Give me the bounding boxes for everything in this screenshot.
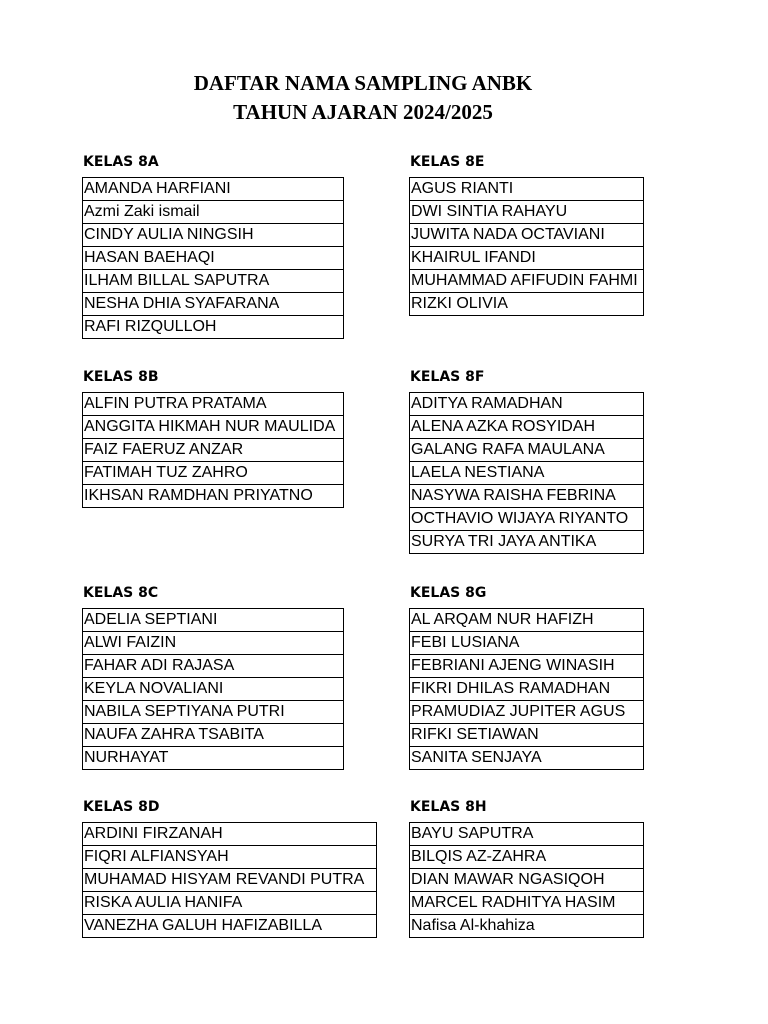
table-row <box>83 747 344 770</box>
student-name: JUWITA NADA OCTAVIANI <box>410 224 644 247</box>
student-name: PRAMUDIAZ JUPITER AGUS <box>410 701 644 724</box>
student-name: LAELA NESTIANA <box>410 462 644 485</box>
document-subtitle: TAHUN AJARAN 2024/2025 <box>233 100 493 124</box>
table-row <box>410 915 644 938</box>
student-name: OCTHAVIO WIJAYA RIYANTO <box>410 508 644 531</box>
table-row <box>410 293 644 316</box>
table-row <box>410 678 644 701</box>
table-row <box>83 655 344 678</box>
table-row <box>83 632 344 655</box>
table-row <box>410 632 644 655</box>
table-row <box>83 724 344 747</box>
class-heading: KELAS 8G <box>410 585 487 601</box>
student-name: ADELIA SEPTIANI <box>83 609 344 632</box>
student-name: ALWI FAIZIN <box>83 632 344 655</box>
table-row <box>410 869 644 892</box>
table-row <box>410 846 644 869</box>
table-row <box>410 393 644 416</box>
class-heading: KELAS 8B <box>83 369 159 385</box>
table-row <box>83 439 344 462</box>
table-row <box>410 609 644 632</box>
table-row <box>410 724 644 747</box>
table-row <box>410 701 644 724</box>
student-name: DIAN MAWAR NGASIQOH <box>410 869 644 892</box>
student-table <box>409 177 644 316</box>
student-table <box>409 392 644 554</box>
student-name: ILHAM BILLAL SAPUTRA <box>83 270 344 293</box>
table-row <box>83 823 377 846</box>
class-heading: KELAS 8H <box>410 799 487 815</box>
student-name: ALENA AZKA ROSYIDAH <box>410 416 644 439</box>
class-block-8h <box>409 798 644 938</box>
student-name: AMANDA HARFIANI <box>83 178 344 201</box>
table-row <box>83 393 344 416</box>
class-block-8d <box>82 798 377 938</box>
student-name: FAHAR ADI RAJASA <box>83 655 344 678</box>
table-row <box>83 892 377 915</box>
student-name: RIZKI OLIVIA <box>410 293 644 316</box>
student-name: FAIZ FAERUZ ANZAR <box>83 439 344 462</box>
table-row <box>83 869 377 892</box>
table-row <box>83 462 344 485</box>
student-name: BILQIS AZ-ZAHRA <box>410 846 644 869</box>
class-heading: KELAS 8F <box>410 369 485 385</box>
table-row <box>410 178 644 201</box>
student-table <box>82 177 344 339</box>
table-row <box>410 823 644 846</box>
student-name: ARDINI FIRZANAH <box>83 823 377 846</box>
table-row <box>410 439 644 462</box>
table-row <box>83 178 344 201</box>
student-name: KEYLA NOVALIANI <box>83 678 344 701</box>
table-row <box>410 416 644 439</box>
table-row <box>410 485 644 508</box>
table-row <box>83 485 344 508</box>
table-row <box>83 701 344 724</box>
table-row <box>83 293 344 316</box>
table-row <box>83 846 377 869</box>
table-row <box>83 678 344 701</box>
document-title: DAFTAR NAMA SAMPLING ANBK <box>193 71 533 95</box>
student-name: RIFKI SETIAWAN <box>410 724 644 747</box>
student-name: GALANG RAFA MAULANA <box>410 439 644 462</box>
class-block-8c <box>82 584 344 770</box>
student-name: NESHA DHIA SYAFARANA <box>83 293 344 316</box>
table-row <box>410 201 644 224</box>
student-name: RAFI RIZQULLOH <box>83 316 344 339</box>
class-block-8g <box>409 584 644 770</box>
student-name: FEBRIANI AJENG WINASIH <box>410 655 644 678</box>
student-name: IKHSAN RAMDHAN PRIYATNO <box>83 485 344 508</box>
student-name: KHAIRUL IFANDI <box>410 247 644 270</box>
student-table <box>82 608 344 770</box>
table-row <box>83 316 344 339</box>
class-heading: KELAS 8A <box>83 154 159 170</box>
table-row <box>410 247 644 270</box>
student-name: MUHAMAD HISYAM REVANDI PUTRA <box>83 869 377 892</box>
table-row <box>83 609 344 632</box>
student-name: SURYA TRI JAYA ANTIKA <box>410 531 644 554</box>
student-name: AGUS RIANTI <box>410 178 644 201</box>
student-name: FATIMAH TUZ ZAHRO <box>83 462 344 485</box>
student-table <box>409 822 644 938</box>
student-name: FIQRI ALFIANSYAH <box>83 846 377 869</box>
table-row <box>410 224 644 247</box>
class-block-8e <box>409 153 644 316</box>
class-heading: KELAS 8C <box>83 585 159 601</box>
table-row <box>83 247 344 270</box>
class-block-8b <box>82 368 344 508</box>
student-name: HASAN BAEHAQI <box>83 247 344 270</box>
student-name: ADITYA RAMADHAN <box>410 393 644 416</box>
student-name: SANITA SENJAYA <box>410 747 644 770</box>
table-row <box>83 915 377 938</box>
student-name: BAYU SAPUTRA <box>410 823 644 846</box>
student-name: MUHAMMAD AFIFUDIN FAHMI <box>410 270 644 293</box>
student-name: CINDY AULIA NINGSIH <box>83 224 344 247</box>
student-name: FIKRI DHILAS RAMADHAN <box>410 678 644 701</box>
student-table <box>82 392 344 508</box>
student-name: NASYWA RAISHA FEBRINA <box>410 485 644 508</box>
table-row <box>410 892 644 915</box>
student-name: NAUFA ZAHRA TSABITA <box>83 724 344 747</box>
student-name: Nafisa Al-khahiza <box>410 915 644 938</box>
table-row <box>83 224 344 247</box>
student-name: NURHAYAT <box>83 747 344 770</box>
student-name: VANEZHA GALUH HAFIZABILLA <box>83 915 377 938</box>
student-name: DWI SINTIA RAHAYU <box>410 201 644 224</box>
table-row <box>83 270 344 293</box>
student-table <box>82 822 377 938</box>
student-name: ANGGITA HIKMAH NUR MAULIDA <box>83 416 344 439</box>
table-row <box>83 416 344 439</box>
table-row <box>410 531 644 554</box>
table-row <box>410 655 644 678</box>
table-row <box>83 201 344 224</box>
student-name: MARCEL RADHITYA HASIM <box>410 892 644 915</box>
student-name: Azmi Zaki ismail <box>83 201 344 224</box>
student-name: FEBI LUSIANA <box>410 632 644 655</box>
table-row <box>410 270 644 293</box>
student-name: NABILA SEPTIYANA PUTRI <box>83 701 344 724</box>
student-name: RISKA AULIA HANIFA <box>83 892 377 915</box>
student-table <box>409 608 644 770</box>
class-heading: KELAS 8E <box>410 154 485 170</box>
class-block-8a <box>82 153 344 339</box>
student-name: AL ARQAM NUR HAFIZH <box>410 609 644 632</box>
table-row <box>410 462 644 485</box>
student-name: ALFIN PUTRA PRATAMA <box>83 393 344 416</box>
class-block-8f <box>409 368 644 554</box>
class-heading: KELAS 8D <box>83 799 160 815</box>
table-row <box>410 508 644 531</box>
table-row <box>410 747 644 770</box>
